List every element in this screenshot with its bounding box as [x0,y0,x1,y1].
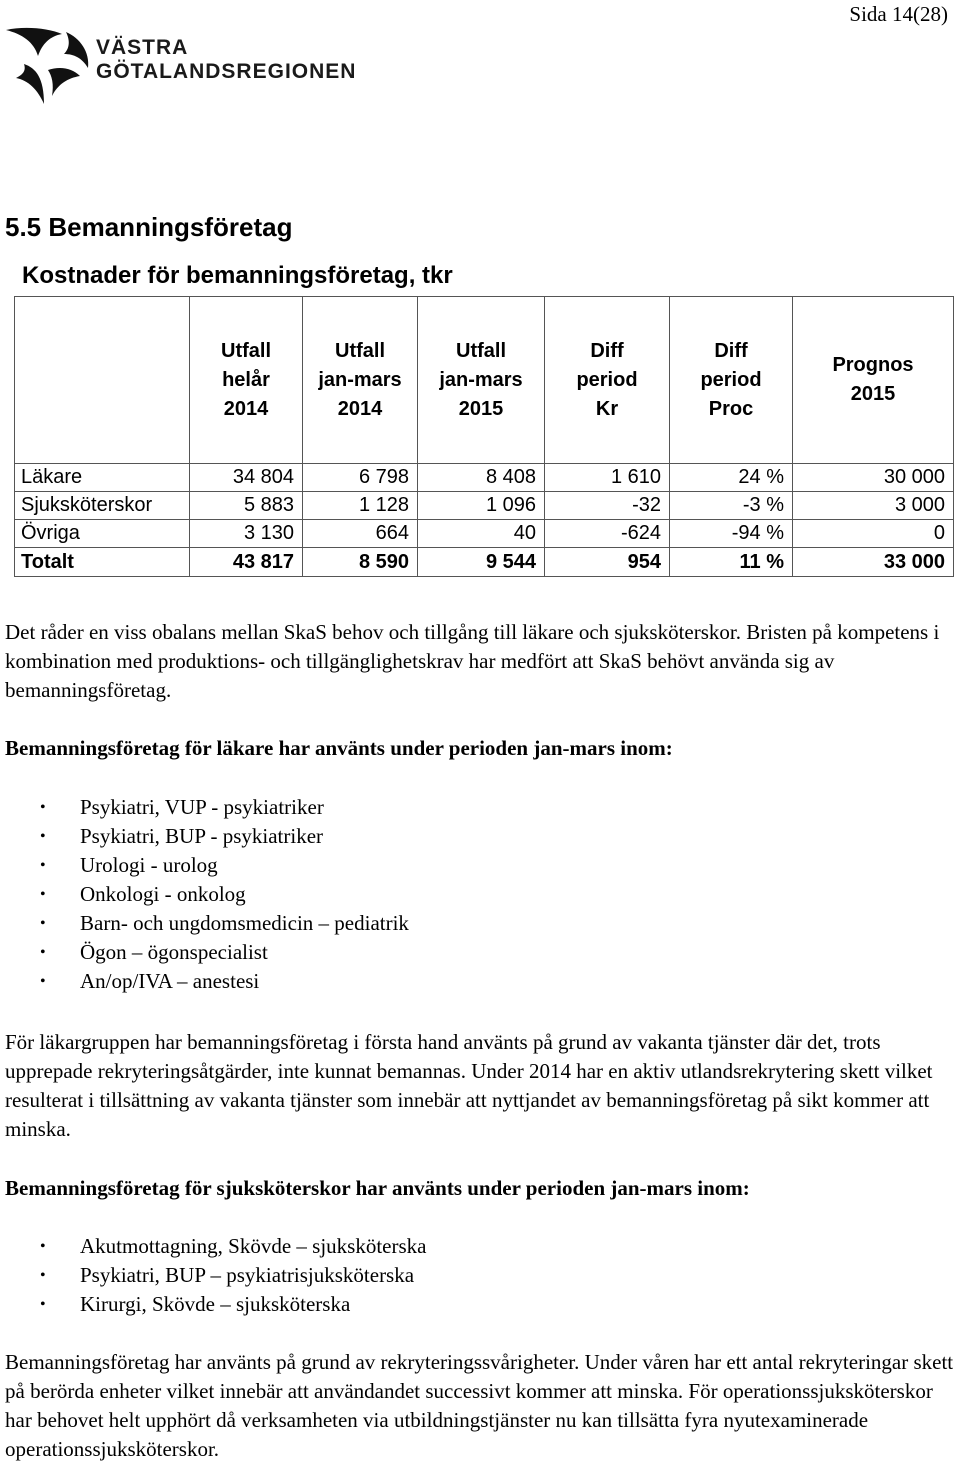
logo-emblem-icon [4,24,94,108]
row-label: Övriga [15,520,190,548]
cost-table [14,296,954,577]
row-label: Totalt [15,548,190,577]
table-cell: 3 000 [793,492,954,520]
table-cell: 6 798 [303,464,418,492]
table-cell: 24 % [670,464,793,492]
row-label: Läkare [15,464,190,492]
table-cell: 43 817 [190,548,303,577]
table-header-cell: Prognos 2015 [793,297,954,464]
table-header-cell: Diff period Proc [670,297,793,464]
list-item: • Onkologi - onkolog [40,880,409,909]
table-cell: 8 590 [303,548,418,577]
table-cell: 1 096 [418,492,545,520]
table-header-cell: Utfall jan-mars 2015 [418,297,545,464]
list-sjukskoterskor [40,1232,426,1319]
table-cell: 33 000 [793,548,954,577]
table-header-row [15,297,954,464]
table-row [15,464,954,492]
table-header-cell: Utfall helår 2014 [190,297,303,464]
table-cell: 664 [303,520,418,548]
table-cell: 0 [793,520,954,548]
table-cell: -3 % [670,492,793,520]
table-header-empty [15,297,190,464]
list-item: • Ögon – ögonspecialist [40,938,409,967]
list-item: • Akutmottagning, Skövde – sjuksköterska [40,1232,426,1261]
table-cell: 1 610 [545,464,670,492]
paragraph-lakargruppen: För läkargruppen har bemanningsföretag i första hand använts på grund av vakanta tjänster där det, trots upprepade rekryteringsåtgärder, inte kunnat bemannas. Under 2014 har en aktiv utlandsrekrytering skett vilket resulterat i tillsättning av vakanta tjänster som innebär att nyttjandet av bemanningsföretag på sikt kommer att minska. [5,1030,933,1141]
table-cell: -94 % [670,520,793,548]
list-item: • Kirurgi, Skövde – sjuksköterska [40,1290,426,1319]
table-row [15,520,954,548]
list-item: • An/op/IVA – anestesi [40,967,409,996]
table-cell: -624 [545,520,670,548]
heading-lakare: Bemanningsföretag för läkare har använts under perioden jan-mars inom: [5,736,673,760]
list-item: • Psykiatri, BUP - psykiatriker [40,822,409,851]
table-row [15,492,954,520]
table-cell: 34 804 [190,464,303,492]
list-item: • Barn- och ungdomsmedicin – pediatrik [40,909,409,938]
list-item: • Psykiatri, BUP – psykiatrisjuksköterska [40,1261,426,1290]
table-cell: -32 [545,492,670,520]
table-cell: 11 % [670,548,793,577]
logo-line2: GÖTALANDSREGIONEN [96,60,357,83]
table-cell: 30 000 [793,464,954,492]
row-label: Sjuksköterskor [15,492,190,520]
table-header-cell: Utfall jan-mars 2014 [303,297,418,464]
vastra-gotalandsregionen-logo [4,24,394,108]
table-title: Kostnader för bemanningsföretag, tkr [22,262,453,289]
table-cell: 9 544 [418,548,545,577]
heading-sjukskoterskor: Bemanningsföretag för sjuksköterskor har använts under perioden jan-mars inom: [5,1176,750,1200]
paragraph-obalans: Det råder en viss obalans mellan SkaS behov och tillgång till läkare och sjuksköterskor. Bristen på kompetens i kombination med produktions- och tillgänglighetskrav har medfört att SkaS behövt använda sig av bemanningsföretag. [5,620,940,702]
list-item: • Psykiatri, VUP - psykiatriker [40,793,409,822]
list-lakare [40,793,409,996]
table-cell: 1 128 [303,492,418,520]
paragraph-rekrytering: Bemanningsföretag har använts på grund av rekryteringssvårigheter. Under våren har ett antal rekryteringar skett på berörda enheter vilket innebär att användandet successivt kommer att minska. För operationssjuksköterskor har behovet helt upphört då verksamheten via utbildningstjänster nu kan tillsätta fyra nyutexaminerade operationssjuksköterskor. [5,1350,954,1461]
table-cell: 40 [418,520,545,548]
logo-line1: VÄSTRA [96,36,189,59]
section-title: 5.5 Bemanningsföretag [5,212,293,242]
table-cell: 3 130 [190,520,303,548]
table-cell: 5 883 [190,492,303,520]
table-cell: 8 408 [418,464,545,492]
table-cell: 954 [545,548,670,577]
page-number: Sida 14(28) [849,2,948,26]
table-header-cell: Diff period Kr [545,297,670,464]
table-total-row [15,548,954,577]
list-item: • Urologi - urolog [40,851,409,880]
